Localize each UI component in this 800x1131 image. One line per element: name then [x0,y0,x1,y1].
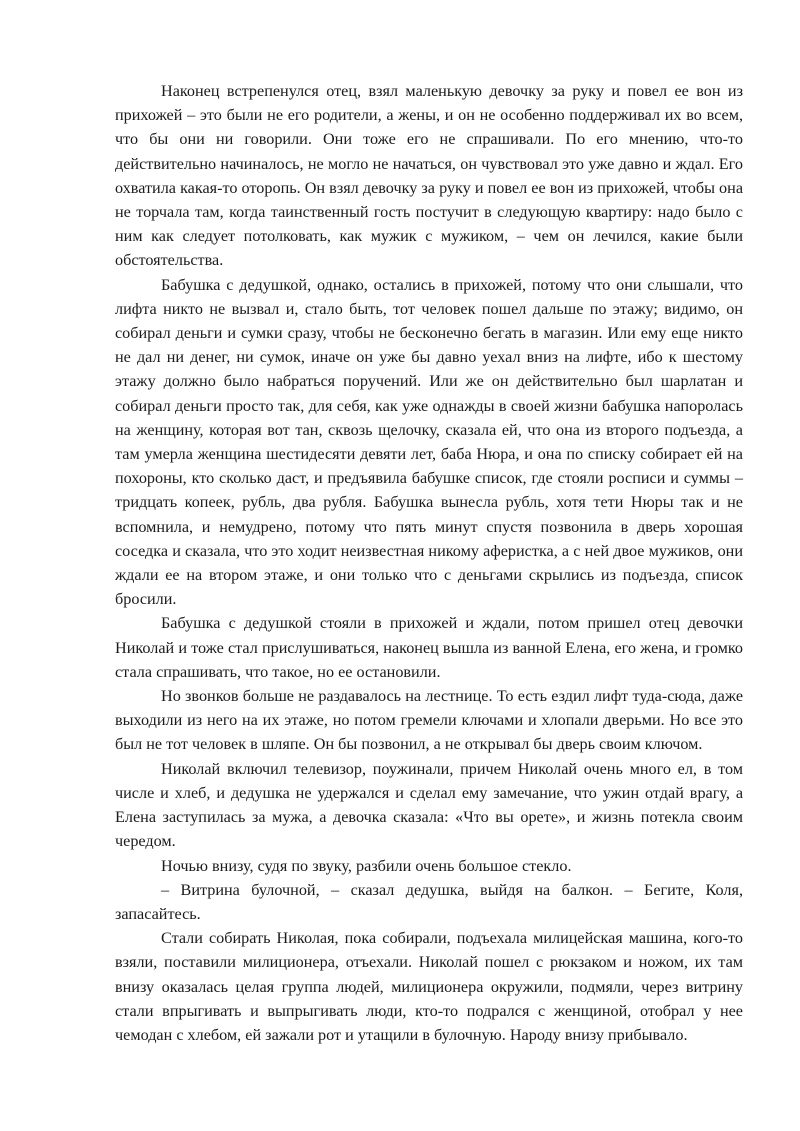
body-text [115,79,743,1047]
paragraph-1: Наконец встрепенулся отец, взял маленькую девочку за руку и повел ее вон из прихожей – это были не его родители, а жены, и он не особенно поддерживал их во всем, что бы они ни говорили. Они тоже его не спрашивали. По его мнению, что-то действительно начиналось, не могло не начаться, он чувствовал это уже давно и ждал. Его охватила какая-то оторопь. Он взял девочку за руку и повел ее вон из прихожей, чтобы она не торчала там, когда таинственный гость постучит в следующую квартиру: надо было с ним как следует потолковать, как мужик с мужиком, – чем он лечился, какие были обстоятельства. [115,82,743,270]
paragraph-6: Ночью внизу, судя по звуку, разбили очень большое стекло. [161,856,572,875]
paragraph-4: Но звонков больше не раздавалось на лестнице. То есть ездил лифт туда-сюда, даже выходили из него на их этаже, но потом гремели ключами и хлопали дверьми. Но все это был не тот человек в шляпе. Он бы позвонил, а не открывал бы дверь своим ключом. [115,687,743,754]
paragraph-5: Николай включил телевизор, поужинали, причем Николай очень много ел, в том числе и хлеб, и дедушка не удержался и сделал ему замечание, что ужин отдай врагу, а Елена заступилась за мужа, а девочка сказала: «Что вы орете», и жизнь потекла своим чередом. [115,759,743,851]
paragraph-3: Бабушка с дедушкой стояли в прихожей и ждали, потом пришел отец девочки Николай и тоже стал прислушиваться, наконец вышла из ванной Елена, его жена, и громко стала спрашивать, что такое, но ее остановили. [115,614,743,681]
paragraph-7: – Витрина булочной, – сказал дедушка, выйдя на балкон. – Бегите, Коля, запасайтесь. [115,880,743,923]
paragraph-2: Бабушка с дедушкой, однако, остались в прихожей, потому что они слышали, что лифта никто не вызвал и, стало быть, тот человек пошел дальше по этажу; видимо, он собирал деньги и сумки сразу, чтобы не бесконечно бегать в магазин. Или ему еще никто не дал ни денег, ни сумок, иначе он уже бы давно уехал вниз на лифте, ибо к шестому этажу должно было набраться поручений. Или же он действительно был шарлатан и собирал деньги просто так, для себя, как уже однажды в своей жизни бабушка напоролась на женщину, которая вот тан, сквозь щелочку, сказала ей, что она из второго подъезда, а там умерла женщина шестидесяти девяти лет, баба Нюра, и она по списку собирает ей на похороны, кто сколько даст, и предъявила бабушке список, где стояли росписи и суммы – тридцать копеек, рубль, два рубля. Бабушка вынесла рубль, хотя тети Нюры так и не вспомнила, и немудрено, потому что пять минут спустя позвонила в дверь хорошая соседка и сказала, что это ходит неизвестная никому аферистка, а с ней двое мужиков, они ждали ее на втором этаже, и они только что с деньгами скрылись из подъезда, список бросили. [115,275,743,609]
paragraph-8: Стали собирать Николая, пока собирали, подъехала милицейская машина, кого-то взяли, поставили милиционера, отъехали. Николай пошел с рюкзаком и ножом, их там внизу оказалась целая группа людей, милиционера окружили, подмяли, через витрину стали впрыгивать и выпрыгивать люди, кто-то подрался с женщиной, отобрал у нее чемодан с хлебом, ей зажали рот и утащили в булочную. Народу внизу прибывало. [115,929,743,1044]
